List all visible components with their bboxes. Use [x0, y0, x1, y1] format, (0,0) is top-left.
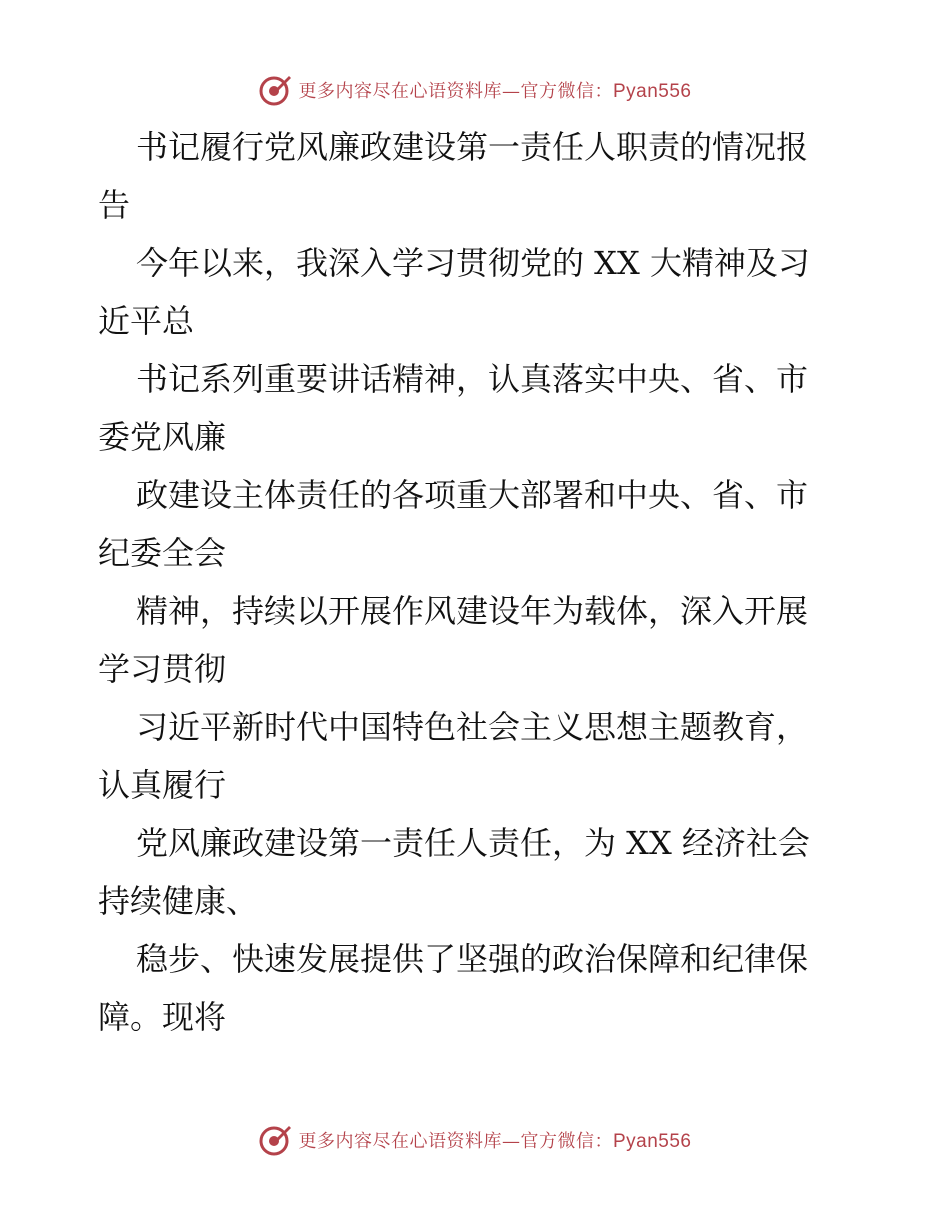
text-line: 纪委全会 — [98, 534, 227, 572]
wechat-id: Pyan556 — [612, 1131, 692, 1152]
text-line: 精神，持续以开展作风建设年为载体，深入开展 — [136, 592, 809, 630]
text-line: 持续健康、 — [98, 882, 259, 920]
banner-text: 更多内容尽在心语资料库—官方微信：Pyan556 — [298, 81, 692, 102]
text-line: 党风廉政建设第一责任人责任，为 XX 经济社会 — [136, 824, 810, 862]
document-body — [98, 118, 858, 1046]
text-line: 障。现将 — [98, 998, 227, 1036]
text-line: 政建设主体责任的各项重大部署和中央、省、市 — [136, 476, 809, 514]
text-line: 书记履行党风廉政建设第一责任人职责的情况报 — [136, 128, 809, 166]
header-banner — [0, 70, 950, 110]
text-line: 书记系列重要讲话精神，认真落实中央、省、市 — [136, 360, 809, 398]
footer-banner — [0, 1120, 950, 1160]
text-line: 告 — [98, 186, 131, 224]
text-line: 认真履行 — [98, 766, 227, 804]
text-line: 近平总 — [98, 302, 195, 340]
text-line: 学习贯彻 — [98, 650, 227, 688]
text-line: 习近平新时代中国特色社会主义思想主题教育， — [136, 708, 809, 746]
text-line: 今年以来，我深入学习贯彻党的 XX 大精神及习 — [136, 244, 810, 282]
quill-logo-icon — [258, 73, 292, 107]
text-line: 稳步、快速发展提供了坚强的政治保障和纪律保 — [136, 940, 809, 978]
quill-logo-icon — [258, 1123, 292, 1157]
banner-text: 更多内容尽在心语资料库—官方微信：Pyan556 — [298, 1131, 692, 1152]
wechat-id: Pyan556 — [612, 81, 692, 102]
text-line: 委党风廉 — [98, 418, 227, 456]
